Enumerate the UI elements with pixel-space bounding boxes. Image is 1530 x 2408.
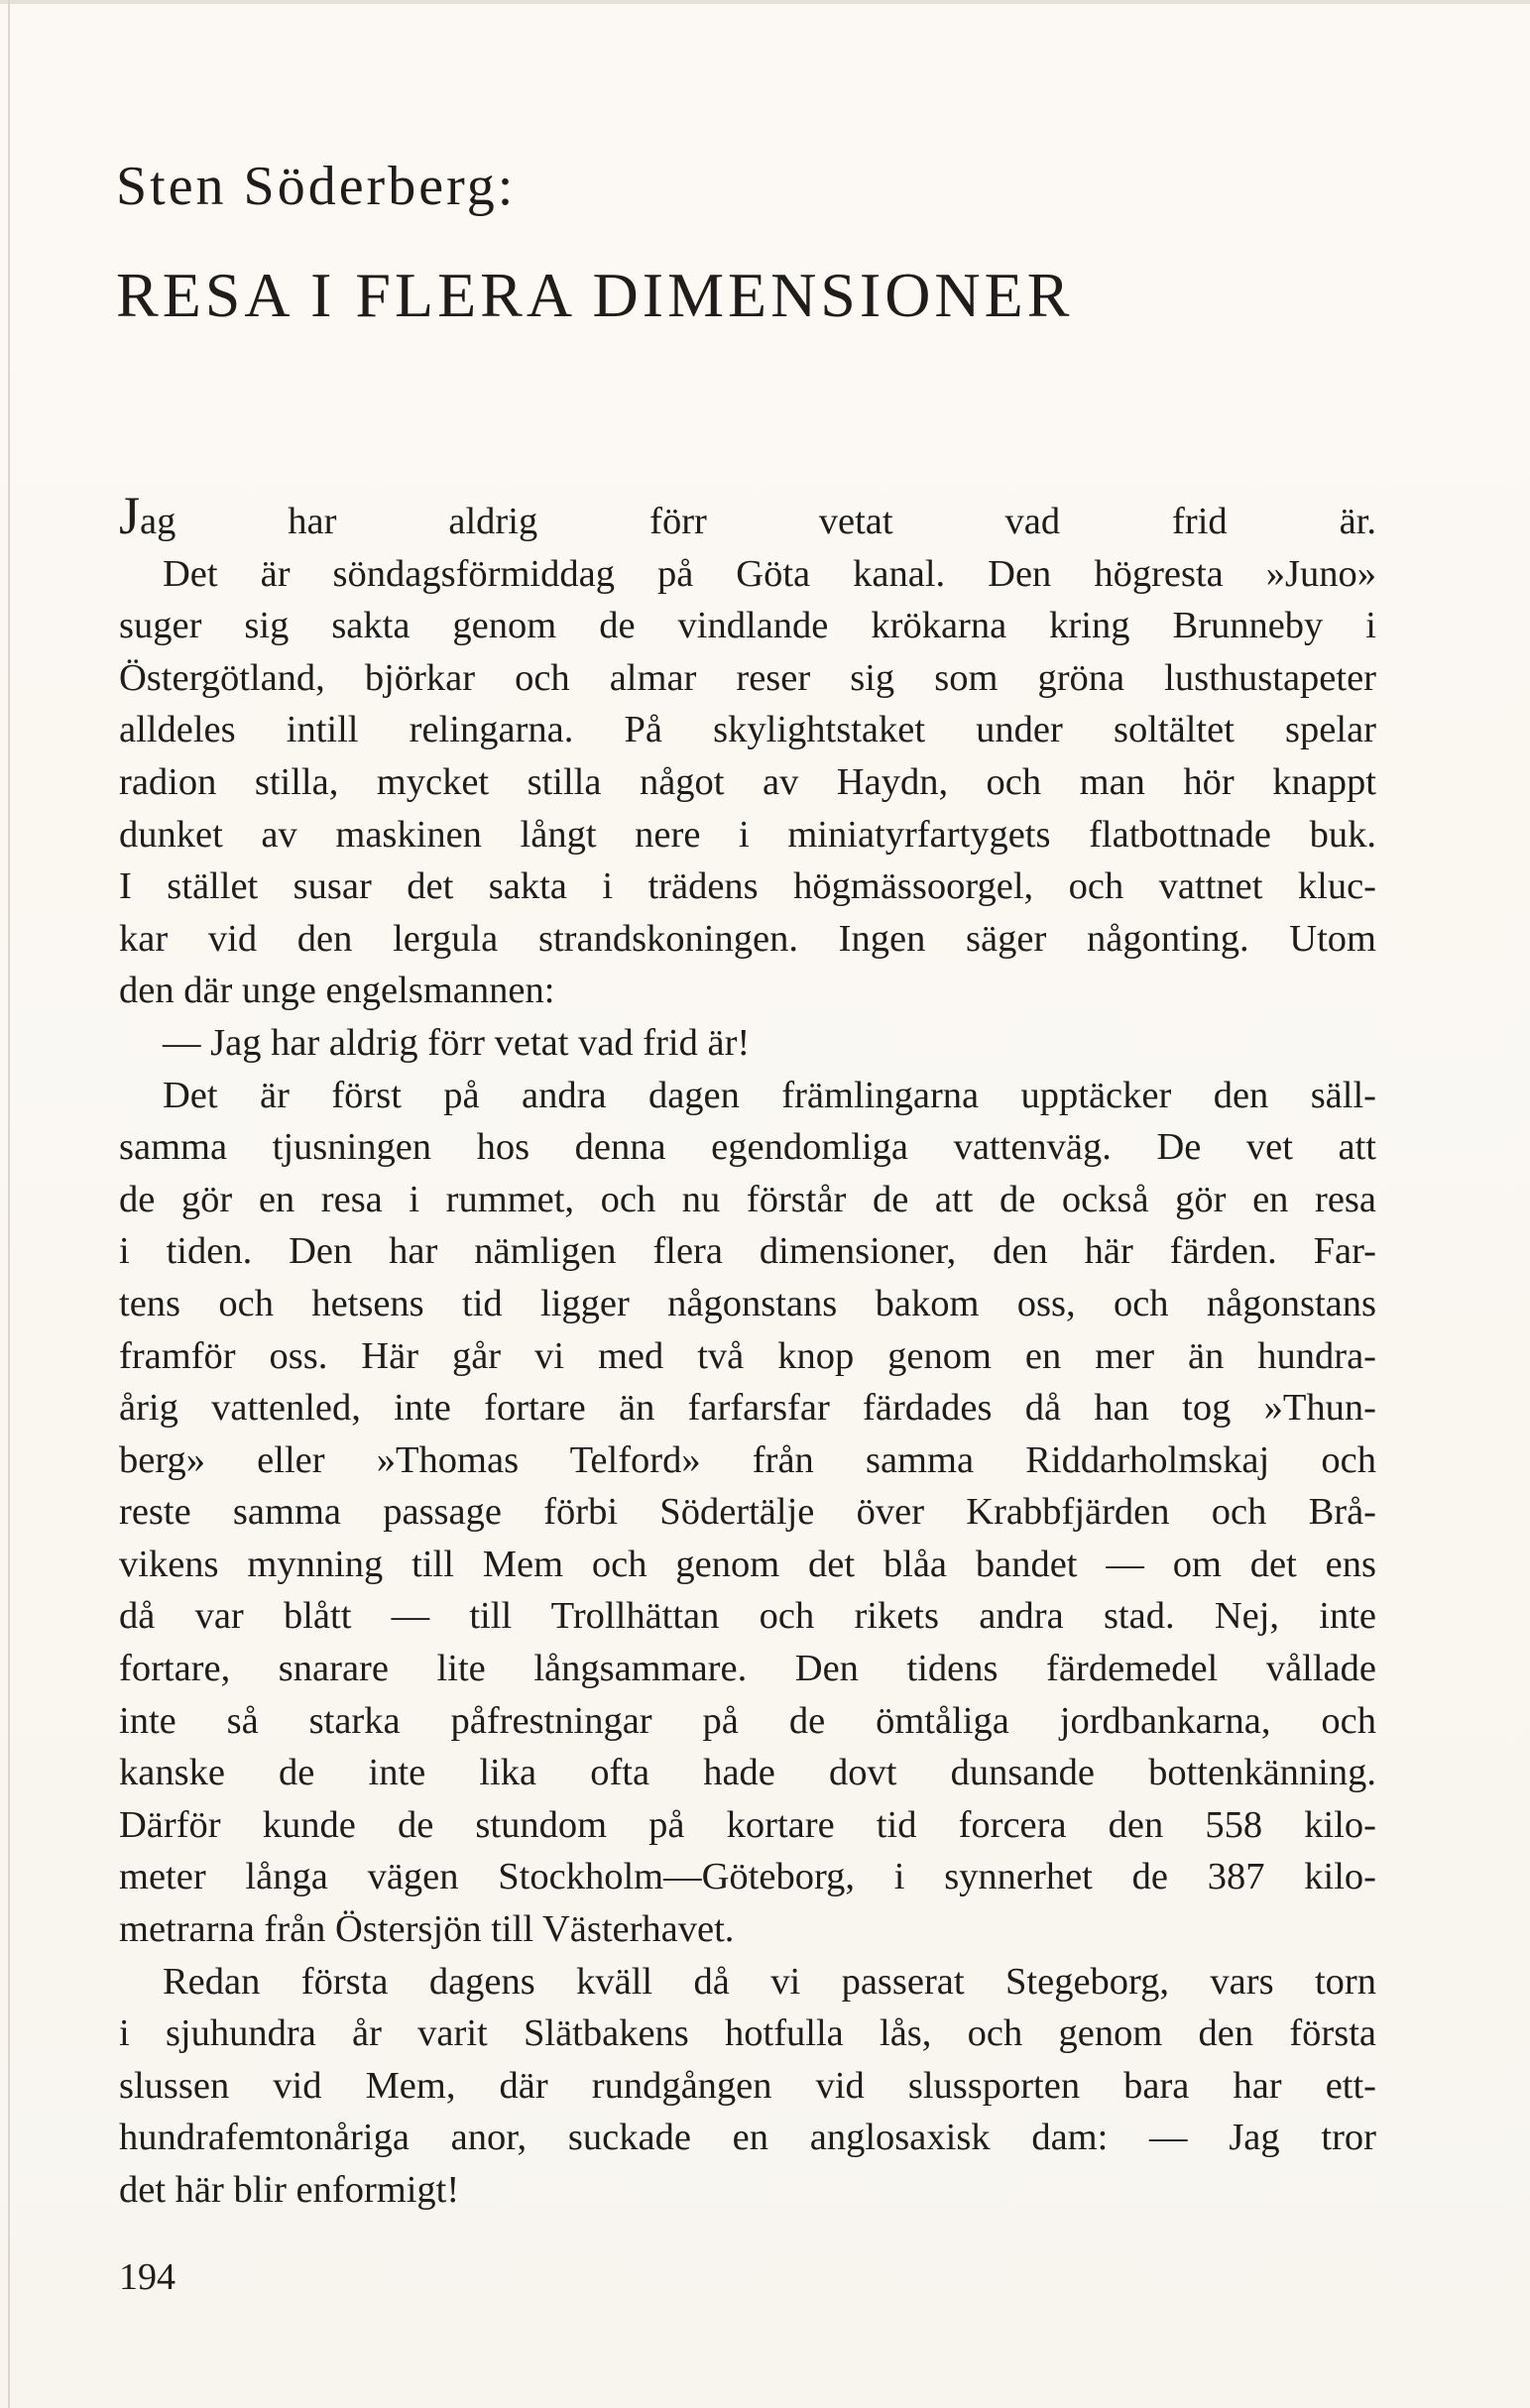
paragraph-line: suger sig sakta genom de vindlande krökarna kring Brunneby i (119, 605, 1376, 647)
paragraph-line: Redan första dagens kväll då vi passerat Stegeborg, vars torn (163, 1960, 1376, 2003)
paragraph-line: slussen vid Mem, där rundgången vid slussporten bara har ett- (119, 2064, 1376, 2107)
paragraph-line: i tiden. Den har nämligen flera dimensioner, den här färden. Far- (119, 1230, 1376, 1273)
first-line-text: ag har aldrig förr vetat vad frid är. (140, 501, 1376, 542)
paragraph-line: metrarna från Östersjön till Västerhavet. (119, 1908, 735, 1951)
paragraph-line: i sjuhundra år varit Slätbakens hotfulla lås, och genom den första (119, 2012, 1376, 2055)
paragraph-line: tens och hetsens tid ligger någonstans bakom oss, och någonstans (119, 1282, 1376, 1324)
dialogue-line: — Jag har aldrig förr vetat vad frid är! (163, 1021, 751, 1064)
paragraph-line: Det är söndagsförmiddag på Göta kanal. Den högresta »Juno» (163, 552, 1376, 595)
paragraph-line: det här blir enformigt! (119, 2169, 460, 2211)
article-title: RESA I FLERA DIMENSIONER (116, 260, 1074, 330)
paragraph-line: Därför kunde de stundom på kortare tid forcera den 558 kilo- (119, 1803, 1376, 1846)
paragraph-line: Östergötland, björkar och almar reser sig som gröna lusthustapeter (119, 656, 1376, 699)
paragraph-line: vikens mynning till Mem och genom det blåa bandet — om det ens (119, 1543, 1376, 1585)
paragraph-line: framför oss. Här går vi med två knop genom en mer än hundra- (119, 1334, 1376, 1377)
paragraph-line: kanske de inte lika ofta hade dovt dunsande bottenkänning. (119, 1752, 1376, 1794)
paragraph-line: I stället susar det sakta i trädens högmässoorgel, och vattnet kluc- (119, 865, 1376, 908)
paragraph-line: meter långa vägen Stockholm—Göteborg, i synnerhet de 387 kilo- (119, 1856, 1376, 1898)
paragraph-line: reste samma passage förbi Södertälje över Krabbfjärden och Brå- (119, 1491, 1376, 1534)
paragraph-line: samma tjusningen hos denna egendomliga vattenväg. De vet att (119, 1126, 1376, 1169)
page-left-edge (8, 0, 10, 2408)
author-byline: Sten Söderberg: (116, 156, 517, 217)
paragraph-line: årig vattenled, inte fortare än farfarsfar färdades då han tog »Thun- (119, 1387, 1376, 1430)
page-number: 194 (119, 2256, 176, 2298)
paragraph-line: de gör en resa i rummet, och nu förstår de att de också gör en resa (119, 1178, 1376, 1220)
paragraph-line: alldeles intill relingarna. På skylightstaket under soltältet spelar (119, 709, 1376, 751)
paragraph-line: Det är först på andra dagen främlingarna upptäcker den säll- (163, 1074, 1376, 1116)
paragraph-line: inte så starka påfrestningar på de ömtåliga jordbankarna, och (119, 1699, 1376, 1742)
paragraph-line: radion stilla, mycket stilla något av Haydn, och man hör knappt (119, 760, 1376, 803)
initial-letter: J (119, 486, 141, 545)
paragraph-line: då var blått — till Trollhättan och rikets andra stad. Nej, inte (119, 1595, 1376, 1638)
paragraph-line: hundrafemtonåriga anor, suckade en anglosaxisk dam: — Jag tror (119, 2117, 1376, 2159)
page-top-edge (0, 0, 1530, 4)
paragraph-line: dunket av maskinen långt nere i miniatyrfartygets flatbottnade buk. (119, 813, 1376, 856)
first-line (119, 486, 1376, 548)
paragraph-line: den där unge engelsmannen: (119, 970, 555, 1012)
paragraph-line: kar vid den lergula strandskoningen. Ingen säger någonting. Utom (119, 917, 1376, 960)
article-body (119, 486, 1376, 2217)
paragraph-line: berg» eller »Thomas Telford» från samma Riddarholmskaj och (119, 1438, 1376, 1481)
paragraph-line: fortare, snarare lite långsammare. Den tidens färdemedel vållade (119, 1648, 1376, 1690)
